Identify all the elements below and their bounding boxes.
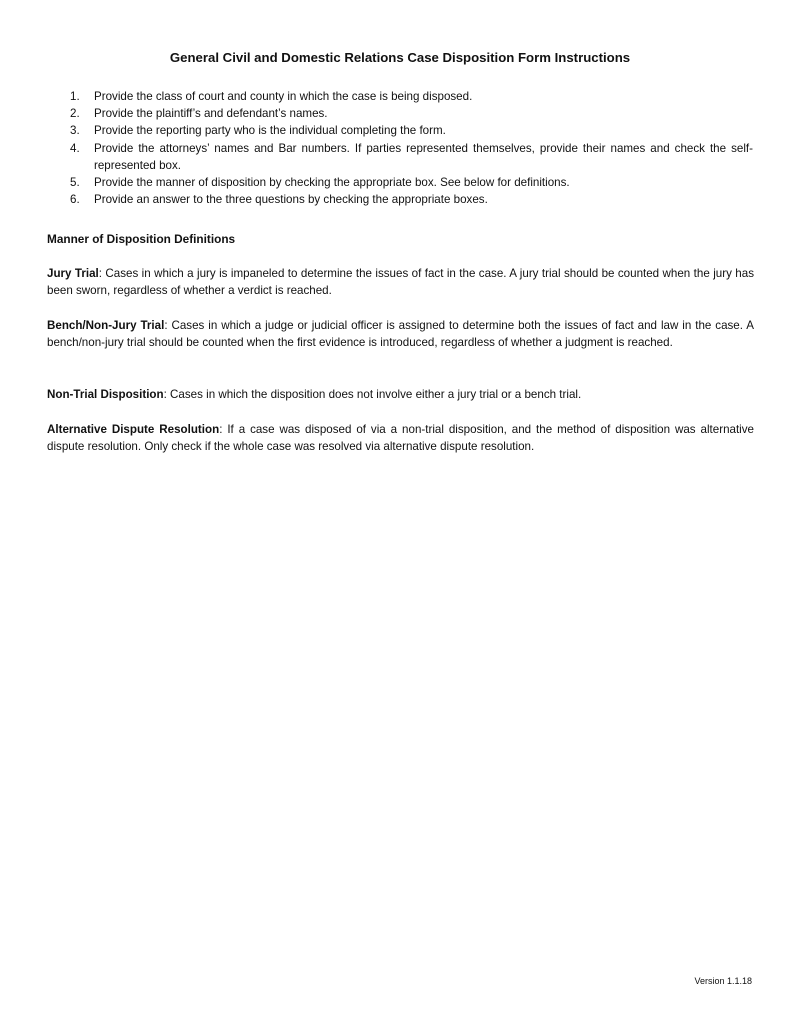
definition-non-trial-disposition — [47, 386, 754, 403]
definition-bench-trial — [47, 317, 754, 352]
instruction-number: 4. — [70, 141, 80, 155]
definition-text: : If a case was disposed of via a non-trial disposition, and the method of disposition was alternative dispute resolution. Only check if the whole case was resolved via alternative dispute resolution. — [47, 423, 755, 454]
instruction-number: 5. — [70, 176, 80, 190]
definition-text: : Cases in which a judge or judicial officer is assigned to determine both the issues of fact and law in the case. A bench/non-jury trial should be counted when the first evidence is introduced, regardless of whether a judgment is reached. — [47, 319, 755, 350]
instruction-item — [46, 191, 753, 208]
instruction-number: 2. — [70, 107, 80, 121]
definition-term: Bench/Non-Jury Trial — [47, 319, 165, 332]
instruction-text: Provide the attorneys’ names and Bar numbers. If parties represented themselves, provide their names and check the self-represented box. — [94, 141, 753, 172]
instruction-item — [46, 88, 753, 105]
page-title: General Civil and Domestic Relations Case Disposition Form Instructions — [169, 50, 631, 65]
instruction-item — [46, 105, 753, 122]
instruction-number: 3. — [70, 124, 80, 138]
instruction-list — [46, 88, 753, 208]
version-label: Version 1.1.18 — [694, 976, 752, 986]
definition-text: : Cases in which a jury is impaneled to determine the issues of fact in the case. A jury trial should be counted when the jury has been sworn, regardless of whether a verdict is reached. — [47, 267, 754, 298]
definition-term: Non-Trial Disposition — [47, 388, 164, 401]
definition-jury-trial — [47, 265, 754, 300]
instruction-item — [46, 140, 753, 174]
definition-alternative-dispute-resolution — [47, 421, 754, 456]
instruction-text: Provide the reporting party who is the individual completing the form. — [94, 124, 446, 138]
definition-term: Jury Trial — [47, 267, 99, 280]
instruction-text: Provide the manner of disposition by checking the appropriate box. See below for definitions. — [94, 176, 570, 190]
definition-text: : Cases in which the disposition does not involve either a jury trial or a bench trial. — [163, 388, 582, 401]
definition-term: Alternative Dispute Resolution — [47, 423, 220, 436]
instruction-item — [46, 122, 753, 139]
instruction-number: 6. — [70, 193, 80, 207]
instruction-text: Provide the plaintiff’s and defendant’s names. — [94, 107, 328, 121]
section-heading: Manner of Disposition Definitions — [47, 232, 236, 246]
instruction-text: Provide an answer to the three questions by checking the appropriate boxes. — [94, 193, 488, 207]
instruction-item — [46, 174, 753, 191]
instruction-number: 1. — [70, 90, 80, 103]
instruction-text: Provide the class of court and county in which the case is being disposed. — [94, 90, 473, 103]
